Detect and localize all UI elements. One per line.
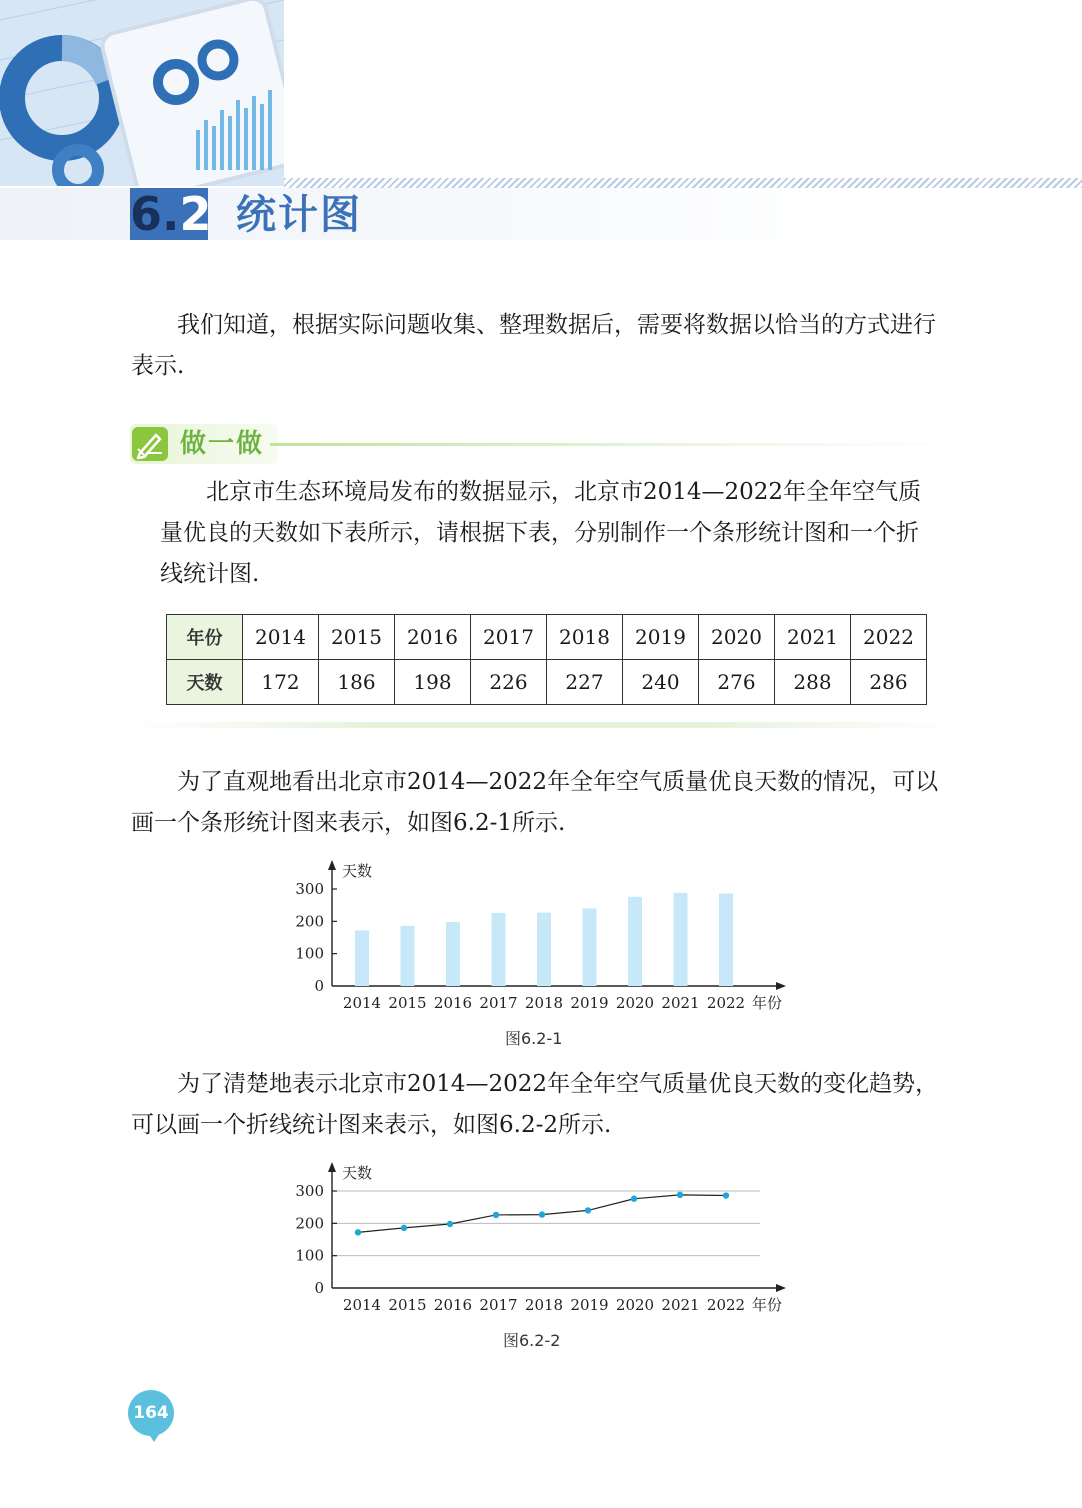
y-axis-arrow [328, 1162, 336, 1172]
table-cell: 2014 [243, 615, 319, 660]
x-axis-arrow [776, 982, 786, 990]
table-cell: 172 [243, 660, 319, 705]
x-tick-label: 2014 [342, 994, 382, 1012]
x-tick-label: 2019 [570, 1296, 609, 1314]
header-hatch-band [284, 178, 1082, 188]
y-tick-label: 200 [295, 912, 324, 931]
data-point [677, 1192, 683, 1198]
table-row-label: 天数 [167, 660, 243, 705]
data-point [631, 1196, 637, 1202]
x-axis-label: 年份 [752, 994, 783, 1012]
x-tick-label: 2018 [524, 994, 564, 1012]
activity-footer-line [130, 722, 952, 728]
table-cell: 2019 [623, 615, 699, 660]
y-axis-label: 天数 [342, 1164, 373, 1182]
line-chart-intro: 为了清楚地表示北京市2014—2022年全年空气质量优良天数的变化趋势，可以画一个折线统计图来表示，如图6.2-2所示. [131, 1071, 939, 1138]
bar-chart [290, 856, 800, 1026]
y-tick-label: 0 [314, 977, 324, 995]
bar [537, 913, 551, 986]
pencil-ruler-icon [132, 427, 168, 461]
bar-chart-caption: 图6.2-1 [505, 1029, 563, 1048]
y-tick-label: 300 [295, 880, 324, 898]
x-tick-label: 2022 [706, 994, 746, 1012]
x-tick-label: 2020 [615, 994, 655, 1012]
x-tick-label: 2016 [433, 994, 473, 1012]
table-row-days [167, 660, 927, 705]
data-point [447, 1221, 453, 1227]
y-tick-label: 300 [295, 1182, 324, 1200]
air-quality-table [166, 614, 927, 705]
activity-text: 北京市生态环境局发布的数据显示，北京市2014—2022年全年空气质量优良的天数如下表所示，请根据下表，分别制作一个条形统计图和一个折线统计图. [160, 479, 922, 587]
table-cell: 2018 [547, 615, 623, 660]
table-cell: 2021 [775, 615, 851, 660]
bar [355, 930, 369, 986]
y-axis-label: 天数 [342, 862, 373, 880]
y-tick-label: 100 [295, 1246, 324, 1265]
table-cell: 186 [319, 660, 395, 705]
section-title: 统计图 [236, 192, 362, 238]
table-cell: 227 [547, 660, 623, 705]
bar [628, 897, 642, 986]
data-point [539, 1211, 545, 1217]
x-tick-label: 2016 [433, 1296, 473, 1314]
bar [674, 893, 688, 986]
x-tick-label: 2017 [479, 994, 518, 1012]
table-cell: 226 [471, 660, 547, 705]
table-cell: 276 [699, 660, 775, 705]
data-point [355, 1229, 361, 1235]
table-row-years [167, 615, 927, 660]
x-axis-label: 年份 [752, 1296, 783, 1314]
x-tick-label: 2021 [661, 1296, 700, 1314]
x-tick-label: 2015 [388, 994, 427, 1012]
table-cell: 288 [775, 660, 851, 705]
x-tick-label: 2017 [479, 1296, 518, 1314]
table-cell: 2016 [395, 615, 471, 660]
x-tick-label: 2018 [524, 1296, 564, 1314]
y-tick-label: 200 [295, 1214, 324, 1233]
x-axis-arrow [776, 1284, 786, 1292]
activity-header [130, 424, 952, 464]
x-tick-label: 2014 [342, 1296, 382, 1314]
x-tick-label: 2020 [615, 1296, 655, 1314]
header-illustration [0, 0, 284, 186]
intro-paragraph: 我们知道，根据实际问题收集、整理数据后，需要将数据以恰当的方式进行表示. [131, 312, 936, 379]
table-cell: 2015 [319, 615, 395, 660]
page-number-tail [146, 1430, 162, 1442]
x-tick-label: 2019 [570, 994, 609, 1012]
table-cell: 286 [851, 660, 927, 705]
data-point [585, 1207, 591, 1213]
bar [583, 908, 597, 986]
x-tick-label: 2015 [388, 1296, 427, 1314]
page-number: 164 [128, 1390, 174, 1436]
y-axis-arrow [328, 860, 336, 870]
x-tick-label: 2021 [661, 994, 700, 1012]
chart-photo-illustration [0, 0, 284, 186]
data-point [401, 1225, 407, 1231]
data-point [493, 1212, 499, 1218]
bar [492, 913, 506, 986]
data-point [723, 1192, 729, 1198]
line-chart-caption: 图6.2-2 [503, 1331, 561, 1350]
line-chart [290, 1158, 800, 1328]
bar-chart-intro: 为了直观地看出北京市2014—2022年全年空气质量优良天数的情况，可以画一个条形统计图来表示，如图6.2-1所示. [131, 769, 939, 836]
bar [719, 894, 733, 986]
table-row-label: 年份 [167, 615, 243, 660]
y-tick-label: 0 [314, 1279, 324, 1297]
section-number: 6.2 [130, 187, 212, 241]
table-cell: 2017 [471, 615, 547, 660]
bar [446, 922, 460, 986]
activity-label: 做一做 [180, 429, 265, 459]
table-cell: 240 [623, 660, 699, 705]
table-cell: 2020 [699, 615, 775, 660]
y-tick-label: 100 [295, 944, 324, 963]
x-tick-label: 2022 [706, 1296, 746, 1314]
activity-header-line [270, 443, 952, 446]
bar [401, 926, 415, 986]
table-cell: 2022 [851, 615, 927, 660]
table-cell: 198 [395, 660, 471, 705]
